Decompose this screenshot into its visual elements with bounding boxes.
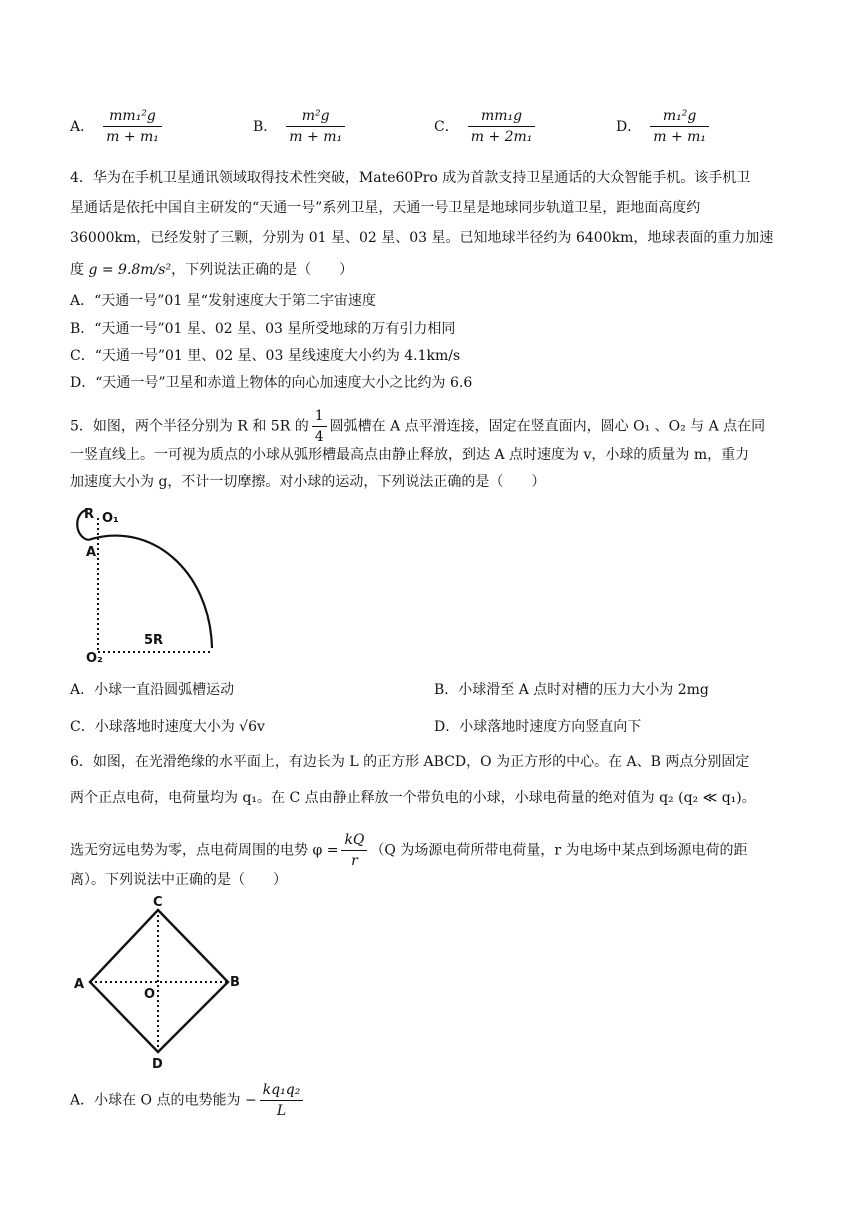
q6-figure-square bbox=[70, 892, 250, 1072]
q3-option-a[interactable]: A． $\frac{\text{mm₁²g}}{\text{m + m₁}}$ bbox=[70, 108, 165, 145]
q6-label-c: C bbox=[153, 895, 163, 910]
q3-option-c[interactable]: C． $\frac{\text{mm₁g}}{\text{m + 2m₁}}$ bbox=[434, 108, 538, 145]
q5-stem-line-1: 5．如图，两个半径分别为 R 和 5R 的 $\frac{1}{4}$ 圆弧槽在 A 点平滑连接，固定在竖直面内，圆心 O₁ 、O₂ 与 A 点在同 bbox=[70, 408, 766, 445]
q6-label-b: B bbox=[230, 975, 240, 990]
q5-label-5r: 5R bbox=[144, 633, 164, 648]
q4-gravity-formula: g = 9.8m/s² bbox=[88, 262, 172, 278]
q3-option-c-fraction: $\frac{\text{mm₁g}}{\text{m + 2m₁}}$ bbox=[468, 108, 536, 145]
q6-stem-line-1: 6．如图，在光滑绝缘的水平面上，有边长为 L 的正方形 ABCD，O 为正方形的中心。在 A、B 两点分别固定 bbox=[70, 754, 750, 770]
q5-label-o2: O₂ bbox=[86, 651, 103, 666]
q4-option-c[interactable]: C．“天通一号”01 里、02 星、03 星线速度大小约为 4.1km/s bbox=[70, 348, 461, 364]
q5-stem-line-3: 加速度大小为 g，不计一切摩擦。对小球的运动，下列说法正确的是（ ） bbox=[70, 474, 546, 490]
q3-option-d-fraction: $\frac{\text{m₁²g}}{\text{m + m₁}}$ bbox=[650, 108, 709, 145]
q5-label-o1: O₁ bbox=[102, 511, 119, 526]
q5-figure-arc-track bbox=[70, 500, 230, 670]
q3-option-a-fraction: $\frac{\text{mm₁²g}}{\text{m + m₁}}$ bbox=[103, 108, 162, 145]
q4-option-b[interactable]: B．“天通一号”01 星、02 星、03 星所受地球的万有引力相同 bbox=[70, 321, 456, 337]
q5-option-b[interactable]: B．小球滑至 A 点时对槽的压力大小为 2mg bbox=[434, 682, 709, 698]
q4-option-a[interactable]: A．“天通一号”01 星“发射速度大于第二宇宙速度 bbox=[70, 293, 376, 309]
q5-stem-line-2: 一竖直线上。一可视为质点的小球从弧形槽最高点由静止释放，到达 A 点时速度为 v，小球的质量为 m，重力 bbox=[70, 447, 750, 463]
q6-label-d: D bbox=[152, 1057, 163, 1072]
q5-large-arc bbox=[88, 536, 212, 648]
q4-stem-line-3: 36000km，已经发射了三颗，分别为 01 星、02 星、03 星。已知地球半径约为 6400km，地球表面的重力加速 bbox=[70, 230, 774, 246]
q5-label-a: A bbox=[86, 545, 97, 560]
q3-option-b-fraction: $\frac{\text{m²g}}{\text{m + m₁}}$ bbox=[286, 108, 345, 145]
q6-option-a-fraction: $\frac{\text{kq₁q₂}}{L}$ bbox=[260, 1082, 304, 1119]
q6-stem-line-2: 两个正点电荷，电荷量均为 q₁。在 C 点由静止释放一个带负电的小球，小球电荷量的绝对值为 q₂ (q₂ ≪ q₁)。 bbox=[70, 790, 756, 806]
q5-quarter-fraction: $\frac{1}{4}$ bbox=[312, 408, 327, 445]
q6-stem-line-4: 离）。下列说法中正确的是（ ） bbox=[70, 872, 287, 888]
q6-stem-line-3: 选无穷远电势为零，点电荷周围的电势 φ = $\frac{kQ}{r}$ （Q 为场源电荷所带电荷量，r 为电场中某点到场源电荷的距 bbox=[70, 832, 748, 869]
q3-option-d[interactable]: D． $\frac{\text{m₁²g}}{\text{m + m₁}}$ bbox=[616, 108, 712, 145]
q6-label-o: O bbox=[144, 987, 156, 1002]
q3-option-b[interactable]: B． $\frac{\text{m²g}}{\text{m + m₁}}$ bbox=[253, 108, 348, 145]
q5-option-d[interactable]: D．小球落地时速度方向竖直向下 bbox=[434, 719, 642, 735]
q6-option-a[interactable]: A．小球在 O 点的电势能为 − $\frac{\text{kq₁q₂}}{L}$ bbox=[70, 1082, 306, 1119]
q5-option-c[interactable]: C．小球落地时速度大小为 √6v bbox=[70, 719, 265, 735]
q4-option-d[interactable]: D．“天通一号”卫星和赤道上物体的向心加速度大小之比约为 6.6 bbox=[70, 375, 473, 391]
q6-potential-fraction: $\frac{kQ}{r}$ bbox=[341, 832, 367, 869]
q4-stem-line-2: 星通话是依托中国自主研发的“天通一号”系列卫星，天通一号卫星是地球同步轨道卫星，距地面高度约 bbox=[70, 200, 701, 216]
q5-label-r: R bbox=[84, 507, 95, 522]
q4-stem-line-1: 4．华为在手机卫星通讯领域取得技术性突破，Mate60Pro 成为首款支持卫星通话的大众智能手机。该手机卫 bbox=[70, 170, 751, 186]
q6-label-a: A bbox=[74, 977, 85, 992]
q5-option-a[interactable]: A．小球一直沿圆弧槽运动 bbox=[70, 682, 235, 698]
q4-stem-line-4: 度 g = 9.8m/s²，下列说法正确的是（ ） bbox=[70, 262, 354, 278]
